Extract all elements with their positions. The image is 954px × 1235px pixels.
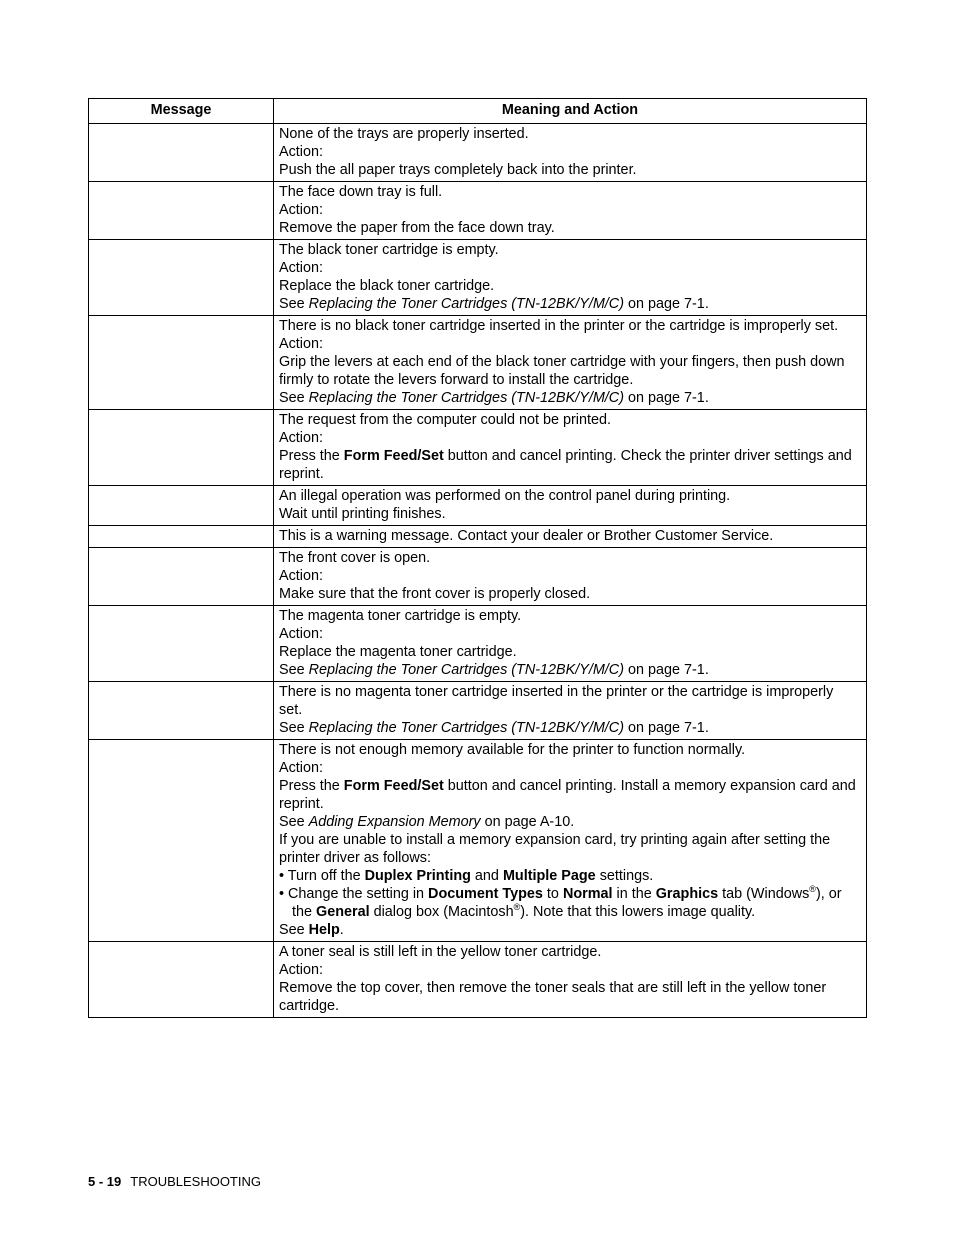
table-row	[89, 740, 867, 942]
meaning-line	[279, 277, 860, 295]
text-run: • Turn off the	[279, 868, 365, 884]
text-run: The face down tray is full.	[279, 184, 443, 200]
text-run: See	[279, 922, 309, 938]
meaning-cell	[274, 410, 867, 486]
text-run: See	[279, 296, 309, 312]
meaning-line	[279, 625, 860, 643]
meaning-line	[279, 719, 860, 737]
meaning-line	[279, 549, 860, 567]
meaning-line	[279, 201, 860, 219]
meaning-line	[279, 219, 860, 237]
table-row	[89, 486, 867, 526]
meaning-line	[279, 979, 860, 1015]
message-cell	[89, 682, 274, 740]
meaning-line	[279, 447, 860, 483]
text-run: Action:	[279, 202, 323, 218]
text-run: Replace the magenta toner cartridge.	[279, 644, 517, 660]
text-run: Action:	[279, 430, 323, 446]
text-run: The magenta toner cartridge is empty.	[279, 608, 522, 624]
meaning-line	[279, 505, 860, 523]
text-run: There is no magenta toner cartridge inserted in the printer or the cartridge is improperly set.	[279, 684, 834, 718]
text-run: on page A-10.	[480, 814, 575, 830]
text-run: Make sure that the front cover is properly closed.	[279, 586, 591, 602]
text-run: dialog box (Macintosh	[369, 904, 514, 920]
text-run: Remove the paper from the face down tray.	[279, 220, 555, 236]
bold-text: Document Types	[428, 886, 543, 902]
message-cell	[89, 740, 274, 942]
text-run: settings.	[595, 868, 654, 884]
meaning-line	[279, 487, 860, 505]
italic-reference: Adding Expansion Memory	[308, 814, 481, 830]
meaning-line	[279, 295, 860, 313]
text-run: Action:	[279, 760, 323, 776]
message-cell	[89, 124, 274, 182]
table-row	[89, 410, 867, 486]
meaning-line	[279, 607, 860, 625]
text-run: Remove the top cover, then remove the toner seals that are still left in the yellow toner cartridge.	[279, 980, 827, 1014]
page-number: 5 - 19	[88, 1174, 122, 1189]
message-cell	[89, 548, 274, 606]
table-row	[89, 316, 867, 410]
text-run: See	[279, 814, 309, 830]
meaning-line	[279, 885, 860, 921]
message-table	[88, 98, 867, 1018]
text-run: See	[279, 390, 309, 406]
table-row	[89, 942, 867, 1018]
bold-text: Multiple Page	[502, 868, 596, 884]
registered-mark: ®	[513, 902, 521, 913]
page-footer	[88, 1174, 261, 1190]
meaning-cell	[274, 240, 867, 316]
header-meaning-and-action: Meaning and Action	[274, 99, 867, 124]
meaning-line	[279, 317, 860, 335]
header-message: Message	[89, 99, 274, 124]
meaning-cell	[274, 942, 867, 1018]
text-run: ). Note that this lowers image quality.	[520, 904, 756, 920]
meaning-line	[279, 777, 860, 813]
message-cell	[89, 486, 274, 526]
table-row	[89, 526, 867, 548]
meaning-line	[279, 943, 860, 961]
text-run: on page 7-1.	[624, 662, 709, 678]
meaning-line	[279, 125, 860, 143]
table-row	[89, 606, 867, 682]
meaning-line	[279, 585, 860, 603]
text-run: Wait until printing finishes.	[279, 506, 446, 522]
bold-text: Help	[308, 922, 340, 938]
message-cell	[89, 410, 274, 486]
message-cell	[89, 316, 274, 410]
meaning-line	[279, 741, 860, 759]
text-run: Action:	[279, 568, 323, 584]
meaning-line	[279, 759, 860, 777]
meaning-line	[279, 567, 860, 585]
text-run: Action:	[279, 260, 323, 276]
message-cell	[89, 526, 274, 548]
bold-text: General	[316, 904, 370, 920]
message-cell	[89, 942, 274, 1018]
text-run: ), or the	[292, 886, 842, 920]
italic-reference: Replacing the Toner Cartridges (TN-12BK/Y/M/C)	[308, 720, 624, 736]
table-header-row	[89, 99, 867, 124]
meaning-line	[279, 813, 860, 831]
meaning-line	[279, 867, 860, 885]
text-run: button and cancel printing. Install a memory expansion card and reprint.	[279, 778, 856, 812]
meaning-cell	[274, 526, 867, 548]
meaning-cell	[274, 316, 867, 410]
bold-text: Duplex Printing	[364, 868, 471, 884]
text-run: Press the	[279, 778, 344, 794]
text-run: If you are unable to install a memory expansion card, try printing again after setting the printer driver as follows:	[279, 832, 831, 866]
text-run: Action:	[279, 336, 323, 352]
text-run: Grip the levers at each end of the black toner cartridge with your fingers, then push down firmly to rotate the levers forward to install the cartridge.	[279, 354, 845, 388]
bold-text: Form Feed/Set	[343, 778, 444, 794]
text-run: Action:	[279, 962, 323, 978]
meaning-line	[279, 643, 860, 661]
text-run: and	[470, 868, 503, 884]
text-run: .	[339, 922, 344, 938]
text-run: See	[279, 662, 309, 678]
text-run: • Change the setting in	[279, 886, 429, 902]
meaning-line	[279, 183, 860, 201]
text-run: in the	[612, 886, 656, 902]
text-run: This is a warning message. Contact your dealer or Brother Customer Service.	[279, 528, 774, 544]
meaning-line	[279, 661, 860, 679]
text-run: An illegal operation was performed on the control panel during printing.	[279, 488, 731, 504]
meaning-line	[279, 335, 860, 353]
text-run: Action:	[279, 626, 323, 642]
text-run: The black toner cartridge is empty.	[279, 242, 499, 258]
bold-text: Form Feed/Set	[343, 448, 444, 464]
meaning-line	[279, 961, 860, 979]
meaning-line	[279, 921, 860, 939]
message-cell	[89, 606, 274, 682]
meaning-cell	[274, 124, 867, 182]
text-run: Replace the black toner cartridge.	[279, 278, 495, 294]
text-run: See	[279, 720, 309, 736]
table-row	[89, 240, 867, 316]
meaning-line	[279, 143, 860, 161]
text-run: on page 7-1.	[624, 296, 709, 312]
table-row	[89, 124, 867, 182]
meaning-line	[279, 241, 860, 259]
table-row	[89, 548, 867, 606]
meaning-line	[279, 259, 860, 277]
table-body	[89, 124, 867, 1018]
text-run: There is not enough memory available for the printer to function normally.	[279, 742, 746, 758]
meaning-line	[279, 831, 860, 867]
text-run: A toner seal is still left in the yellow toner cartridge.	[279, 944, 602, 960]
message-cell	[89, 240, 274, 316]
text-run: Action:	[279, 144, 323, 160]
meaning-cell	[274, 182, 867, 240]
meaning-cell	[274, 682, 867, 740]
bold-text: Normal	[562, 886, 613, 902]
text-run: None of the trays are properly inserted.	[279, 126, 529, 142]
text-run: tab (Windows	[718, 886, 810, 902]
text-run: on page 7-1.	[624, 390, 709, 406]
registered-mark: ®	[809, 884, 816, 895]
meaning-cell	[274, 606, 867, 682]
meaning-cell	[274, 740, 867, 942]
message-cell	[89, 182, 274, 240]
italic-reference: Replacing the Toner Cartridges (TN-12BK/Y/M/C)	[308, 296, 624, 312]
meaning-line	[279, 527, 860, 545]
table-row	[89, 182, 867, 240]
italic-reference: Replacing the Toner Cartridges (TN-12BK/Y/M/C)	[308, 390, 624, 406]
meaning-line	[279, 683, 860, 719]
meaning-line	[279, 161, 860, 179]
bold-text: Graphics	[655, 886, 719, 902]
text-run: Push the all paper trays completely back into the printer.	[279, 162, 637, 178]
section-name: TROUBLESHOOTING	[130, 1174, 261, 1189]
meaning-cell	[274, 486, 867, 526]
meaning-line	[279, 389, 860, 407]
meaning-cell	[274, 548, 867, 606]
text-run: on page 7-1.	[624, 720, 709, 736]
text-run: The front cover is open.	[279, 550, 431, 566]
meaning-line	[279, 411, 860, 429]
text-run: Press the	[279, 448, 344, 464]
text-run: to	[542, 886, 563, 902]
italic-reference: Replacing the Toner Cartridges (TN-12BK/Y/M/C)	[308, 662, 624, 678]
table-row	[89, 682, 867, 740]
meaning-line	[279, 429, 860, 447]
text-run: button and cancel printing. Check the printer driver settings and reprint.	[279, 448, 852, 482]
text-run: The request from the computer could not be printed.	[279, 412, 611, 428]
meaning-line	[279, 353, 860, 389]
text-run: There is no black toner cartridge inserted in the printer or the cartridge is improperly set.	[279, 318, 839, 334]
